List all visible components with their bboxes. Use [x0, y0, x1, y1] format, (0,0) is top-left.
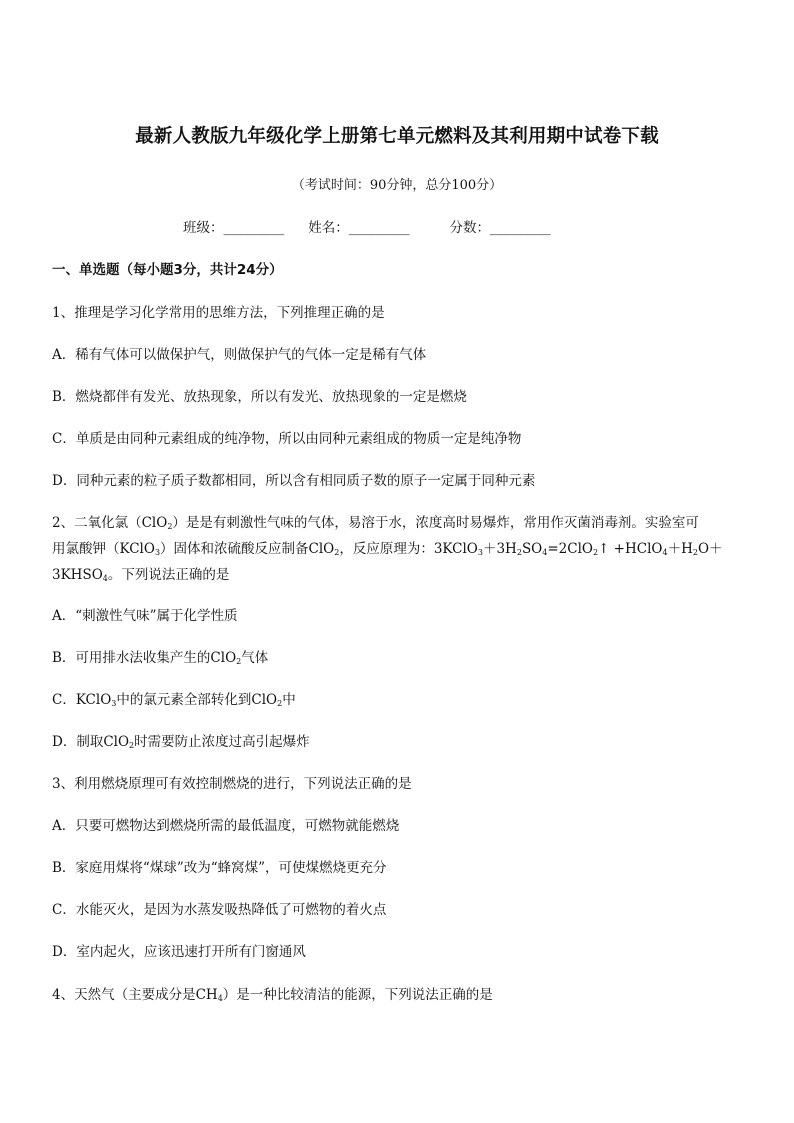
q4-text: ）是一种比较清洁的能源，下列说法正确的是: [222, 987, 493, 1003]
subscript: 3: [477, 548, 483, 557]
q2-stem-line-2: [52, 537, 723, 557]
score-blank: _________: [490, 220, 551, 236]
q2-option-c: [52, 688, 296, 708]
q1-option-a: A．稀有气体可以做保护气，则做保护气的气体一定是稀有气体: [52, 347, 427, 363]
q4-text: 4、天然气（主要成分是CH: [52, 987, 218, 1003]
class-blank: _________: [223, 220, 285, 236]
subscript: 2: [516, 548, 522, 557]
q2-text: 2、二氧化氯（ClO: [52, 515, 168, 531]
q2-text: 中: [282, 692, 296, 708]
q2-text: D．制取ClO: [52, 734, 130, 750]
subscript: 3: [111, 699, 117, 708]
q2-text: B．可用排水法收集产生的ClO: [52, 650, 237, 666]
section-heading: 一、单选题（每小题3分，共计24分）: [52, 262, 283, 278]
q2-text: ）是是有刺激性气味的气体，易溶于水，浓度高时易爆炸，常用作灭菌消毒剂。实验室可: [172, 515, 699, 531]
q2-text: 3KHSO: [52, 567, 103, 583]
subscript: 2: [167, 522, 173, 531]
q2-text: O＋: [697, 541, 723, 557]
q2-stem-line-3: [52, 563, 229, 583]
score-field: [450, 216, 551, 236]
q4-stem: [52, 983, 493, 1003]
q2-text: 时需要防止浓度过高引起爆炸: [134, 734, 310, 750]
q2-text: ）固体和浓硫酸反应制备ClO: [160, 541, 335, 557]
q2-text: 。下列说法正确的是: [107, 567, 230, 583]
q3-option-a: A．只要可燃物达到燃烧所需的最低温度，可燃物就能燃烧: [52, 818, 400, 834]
q2-option-b: [52, 646, 268, 666]
subscript: 4: [542, 548, 548, 557]
subscript: 2: [334, 548, 340, 557]
class-label: 班级：: [183, 220, 224, 236]
subscript: 3: [154, 548, 161, 557]
q1-option-c: C．单质是由同种元素组成的纯净物，所以由同种元素组成的物质一定是纯净物: [52, 431, 522, 447]
student-info-row: [183, 216, 551, 236]
class-field: [183, 216, 284, 236]
q2-text: ，反应原理为：3KClO: [339, 541, 478, 557]
q1-option-d: D．同种元素的粒子质子数都相同，所以含有相同质子数的原子一定属于同种元素: [52, 473, 536, 489]
subscript: 4: [662, 548, 668, 557]
q2-text: 用氯酸钾（KClO: [52, 541, 155, 557]
q2-text: SO: [521, 541, 543, 557]
subscript: 2: [236, 657, 242, 666]
q2-stem-line-1: [52, 511, 699, 531]
q1-option-b: B．燃烧都伴有发光、放热现象，所以有发光、放热现象的一定是燃烧: [52, 389, 467, 405]
q3-stem: 3、利用燃烧原理可有效控制燃烧的进行，下列说法正确的是: [52, 776, 412, 792]
q2-text: ↑ +HClO: [598, 541, 663, 557]
score-label: 分数：: [449, 220, 490, 236]
q1-stem: 1、推理是学习化学常用的思维方法，下列推理正确的是: [52, 305, 385, 321]
q3-option-b: B．家庭用煤将“煤球”改为“蜂窝煤”，可使煤燃烧更充分: [52, 860, 387, 876]
q2-text: ＋3H: [482, 541, 517, 557]
q2-text: 中的氯元素全部转化到ClO: [116, 692, 278, 708]
exam-duration-note: （考试时间：90分钟，总分100分）: [291, 178, 503, 193]
subscript: 2: [692, 548, 698, 557]
name-label: 姓名：: [308, 220, 349, 236]
subscript: 2: [129, 741, 135, 750]
subscript: 4: [102, 574, 108, 583]
q2-text: 气体: [241, 650, 269, 666]
q2-option-a: A．“刺激性气味”属于化学性质: [52, 608, 238, 624]
page-title: 最新人教版九年级化学上册第七单元燃料及其利用期中试卷下载: [135, 126, 659, 147]
q2-text: ＋H: [667, 541, 693, 557]
q2-option-d: [52, 730, 310, 750]
q3-option-d: D．室内起火，应该迅速打开所有门窗通风: [52, 944, 306, 960]
subscript: 2: [277, 699, 283, 708]
name-blank: _________: [348, 220, 410, 236]
name-field: [308, 216, 409, 236]
q2-text: C．KClO: [52, 692, 112, 708]
subscript: 2: [592, 548, 599, 557]
subscript: 4: [217, 994, 223, 1003]
q2-text: =2ClO: [547, 541, 593, 557]
q3-option-c: C．水能灭火，是因为水蒸发吸热降低了可燃物的着火点: [52, 902, 387, 918]
